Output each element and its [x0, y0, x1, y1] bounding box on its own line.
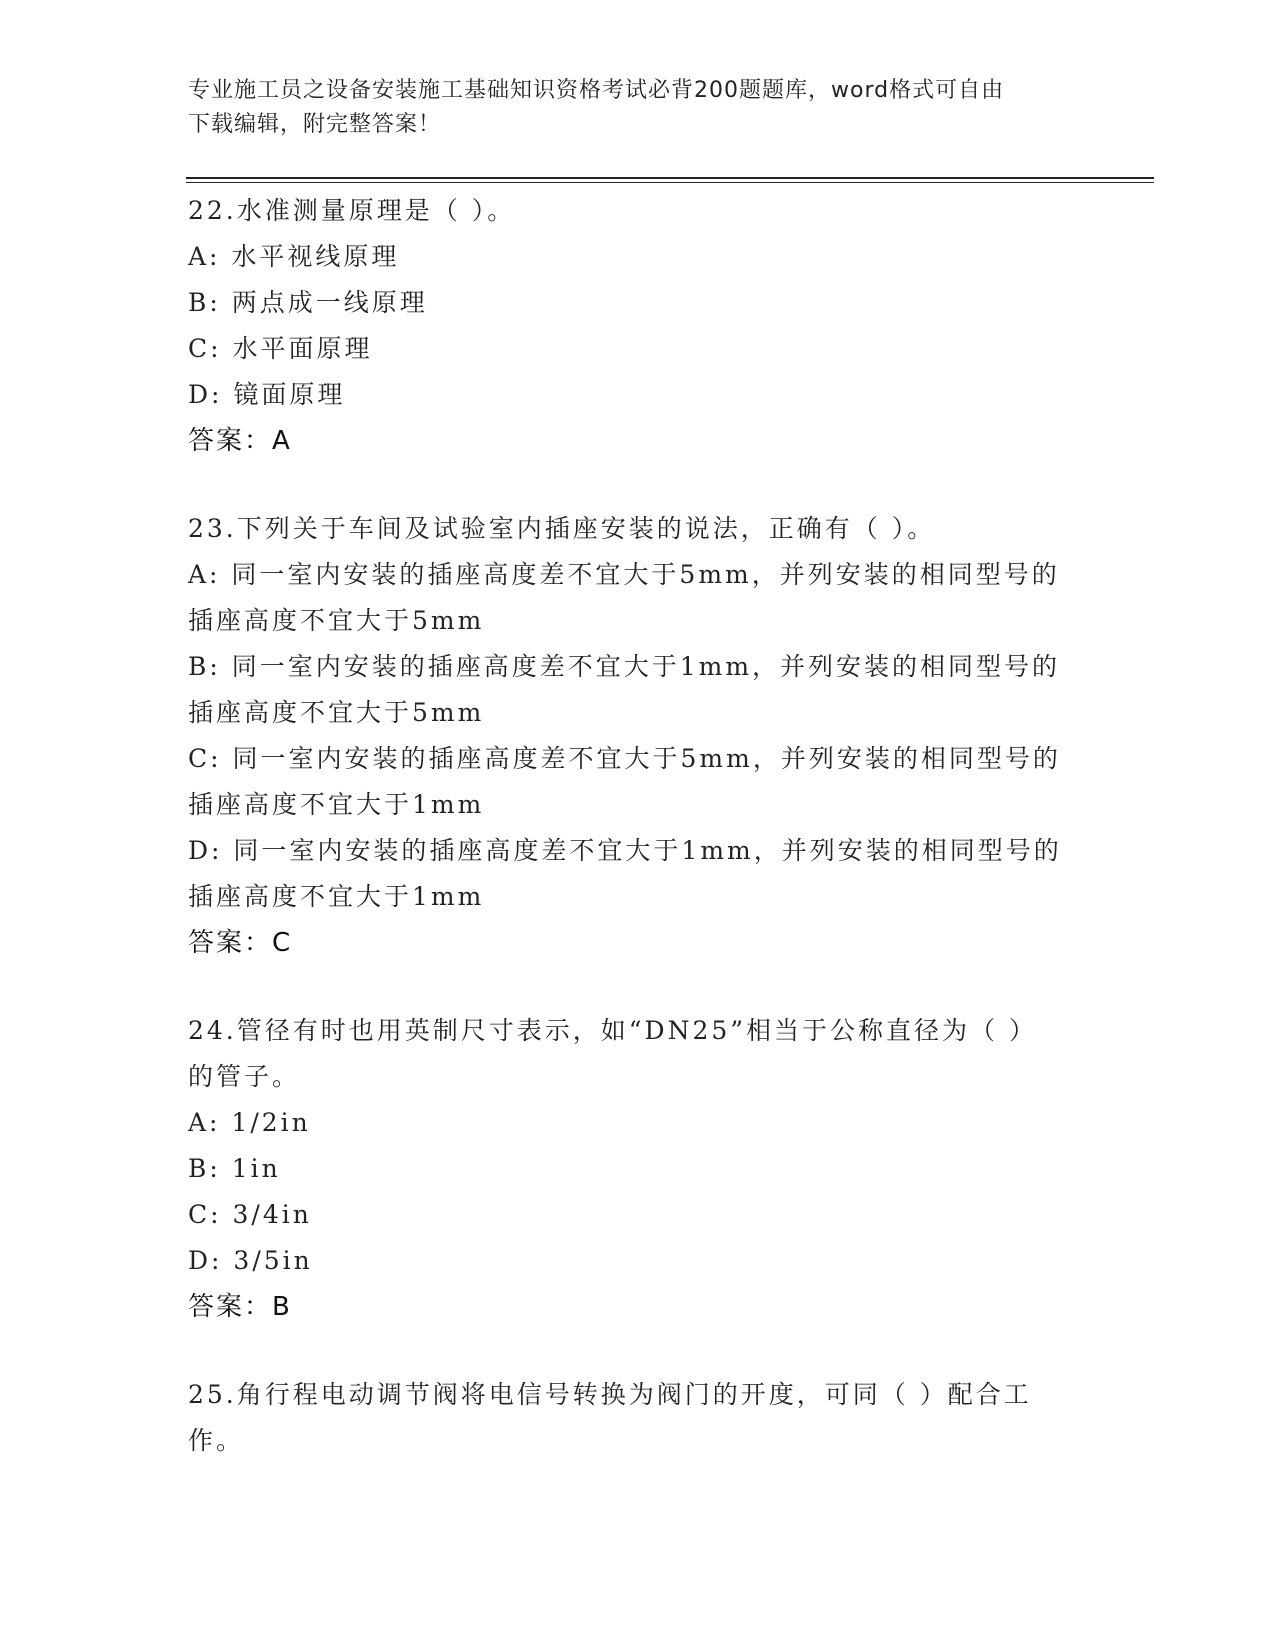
- question-23: [188, 506, 1088, 966]
- question-24: [188, 1008, 1088, 1330]
- question-25: [188, 1372, 1088, 1464]
- question-stem: 23.下列关于车间及试验室内插座安装的说法，正确有（ ）。: [188, 514, 936, 543]
- spacer: [188, 464, 1088, 506]
- answer: 答案：B: [188, 1292, 292, 1322]
- header-divider-thin: [186, 182, 1154, 183]
- option-d: D: 镜面原理: [188, 380, 346, 409]
- option-a-line-1: A: 同一室内安装的插座高度差不宜大于5mm，并列安装的相同型号的: [188, 560, 1060, 589]
- option-d-line-1: D: 同一室内安装的插座高度差不宜大于1mm，并列安装的相同型号的: [188, 836, 1062, 865]
- spacer: [188, 966, 1088, 1008]
- question-stem-line-2: 作。: [188, 1426, 245, 1455]
- option-b-line-1: B: 同一室内安装的插座高度差不宜大于1mm，并列安装的相同型号的: [188, 652, 1061, 681]
- header-divider-thick: [186, 177, 1154, 179]
- option-a: A: 1/2in: [188, 1108, 311, 1137]
- answer: 答案：A: [188, 426, 292, 456]
- option-b: B: 两点成一线原理: [188, 288, 428, 317]
- option-d-line-2: 插座高度不宜大于1mm: [188, 882, 485, 911]
- question-stem-line-2: 的管子。: [188, 1062, 301, 1091]
- header-line-1: 专业施工员之设备安装施工基础知识资格考试必背200题题库，word格式可自由: [188, 78, 1005, 103]
- document-header: [188, 74, 1068, 142]
- option-b: B: 1in: [188, 1154, 281, 1183]
- option-d: D: 3/5in: [188, 1246, 313, 1275]
- option-b-line-2: 插座高度不宜大于5mm: [188, 698, 485, 727]
- option-c: C: 3/4in: [188, 1200, 312, 1229]
- option-a-line-2: 插座高度不宜大于5mm: [188, 606, 485, 635]
- question-list: [188, 188, 1088, 1464]
- answer: 答案：C: [188, 928, 293, 958]
- question-stem: 22.水准测量原理是（ ）。: [188, 196, 516, 225]
- option-c-line-1: C: 同一室内安装的插座高度差不宜大于5mm，并列安装的相同型号的: [188, 744, 1061, 773]
- question-stem-line-1: 25.角行程电动调节阀将电信号转换为阀门的开度，可同（ ）配合工: [188, 1380, 1032, 1409]
- option-c: C: 水平面原理: [188, 334, 373, 363]
- question-stem-line-1: 24.管径有时也用英制尺寸表示，如“DN25”相当于公称直径为（ ）: [188, 1016, 1037, 1045]
- spacer: [188, 1330, 1088, 1372]
- option-a: A: 水平视线原理: [188, 242, 400, 271]
- option-c-line-2: 插座高度不宜大于1mm: [188, 790, 485, 819]
- header-line-2: 下载编辑，附完整答案！: [188, 112, 442, 137]
- question-22: [188, 188, 1088, 464]
